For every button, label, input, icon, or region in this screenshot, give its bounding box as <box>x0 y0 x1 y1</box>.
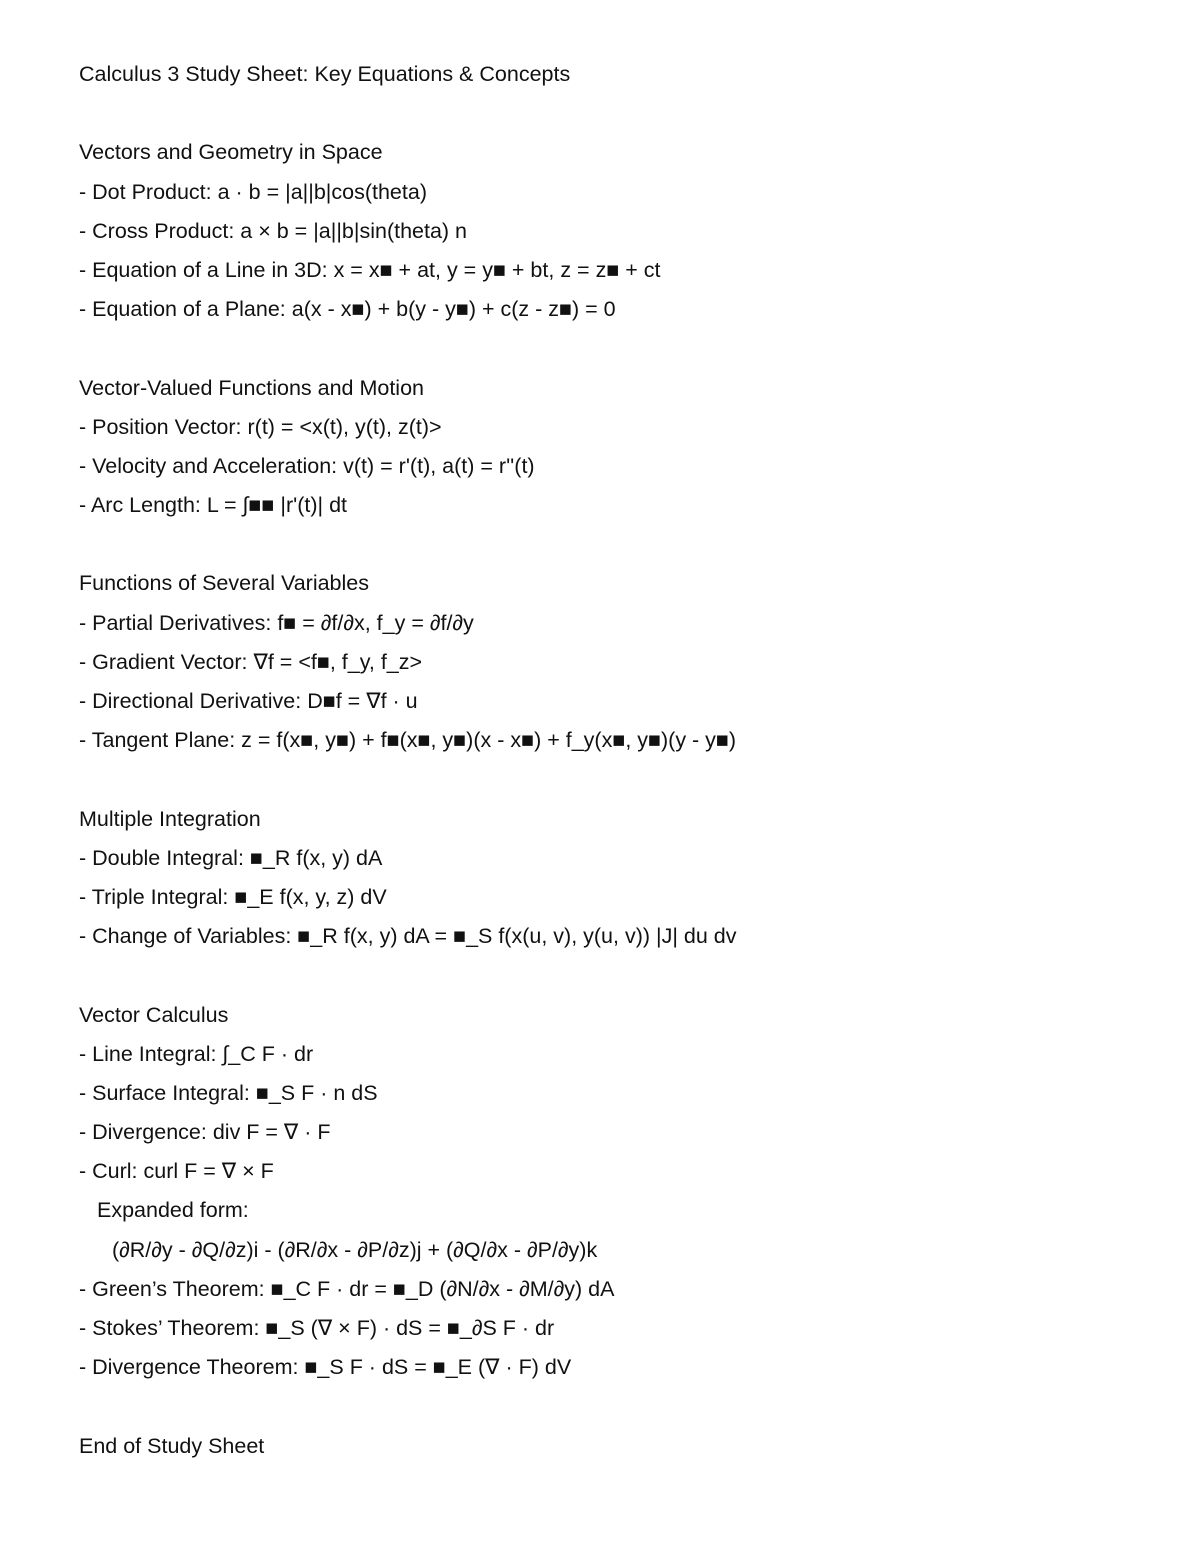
study-sheet-page <box>79 55 1159 1466</box>
list-item: - Equation of a Line in 3D: x = x■ + at, y = y■ + bt, z = z■ + ct <box>79 257 661 282</box>
section-several-variables <box>79 564 1159 760</box>
list-item: - Dot Product: a · b = |a||b|cos(theta) <box>79 179 427 204</box>
list-item: - Curl: curl F = ∇ × F <box>79 1159 274 1184</box>
page-title: Calculus 3 Study Sheet: Key Equations & Concepts <box>79 62 571 86</box>
list-item: - Surface Integral: ■_S F · n dS <box>79 1080 378 1105</box>
list-item: - Tangent Plane: z = f(x■, y■) + f■(x■, y■)(x - x■) + f_y(x■, y■)(y - y■) <box>79 728 737 753</box>
list-item: - Stokes’ Theorem: ■_S (∇ × F) · dS = ■_∂S F · dr <box>79 1316 555 1340</box>
footer-text: End of Study Sheet <box>79 1433 265 1458</box>
spacer <box>79 94 1159 133</box>
spacer <box>79 525 1159 564</box>
list-item: - Directional Derivative: D■f = ∇f · u <box>79 689 418 713</box>
spacer <box>79 956 1159 995</box>
list-item: - Position Vector: r(t) = <x(t), y(t), z(t)> <box>79 414 442 439</box>
spacer <box>79 329 1159 368</box>
expanded-form-label: Expanded form: <box>97 1198 249 1223</box>
section-multiple-integration <box>79 800 1159 957</box>
list-item: - Gradient Vector: ∇f = <f■, f_y, f_z> <box>79 649 423 674</box>
spacer <box>79 760 1159 799</box>
section-heading: Vectors and Geometry in Space <box>79 140 383 165</box>
list-item: - Partial Derivatives: f■ = ∂f/∂x, f_y = ∂f/∂y <box>79 610 474 635</box>
list-item: - Equation of a Plane: a(x - x■) + b(y - y■) + c(z - z■) = 0 <box>79 297 616 322</box>
spacer <box>79 1387 1159 1426</box>
section-heading: Vector-Valued Functions and Motion <box>79 375 424 400</box>
list-item: - Double Integral: ■_R f(x, y) dA <box>79 845 383 870</box>
section-heading: Functions of Several Variables <box>79 571 369 596</box>
list-item: - Velocity and Acceleration: v(t) = r'(t), a(t) = r''(t) <box>79 453 535 478</box>
section-vector-calculus <box>79 996 1159 1388</box>
list-item: - Divergence: div F = ∇ · F <box>79 1120 331 1145</box>
section-vectors-geometry <box>79 133 1159 329</box>
list-item: - Cross Product: a × b = |a||b|sin(theta) n <box>79 218 468 243</box>
list-item: - Green’s Theorem: ■_C F · dr = ■_D (∂N/∂x - ∂M/∂y) dA <box>79 1276 615 1301</box>
list-item: - Change of Variables: ■_R f(x, y) dA = ■_S f(x(u, v), y(u, v)) |J| du dv <box>79 924 737 949</box>
list-item: - Line Integral: ∫_C F · dr <box>79 1041 314 1066</box>
list-item: - Divergence Theorem: ■_S F · dS = ■_E (∇ · F) dV <box>79 1355 572 1380</box>
list-item: - Triple Integral: ■_E f(x, y, z) dV <box>79 884 387 909</box>
section-heading: Vector Calculus <box>79 1002 229 1027</box>
section-heading: Multiple Integration <box>79 806 261 831</box>
list-item: - Arc Length: L = ∫■■ |r'(t)| dt <box>79 493 348 518</box>
expanded-form-formula: (∂R/∂y - ∂Q/∂z)i - (∂R/∂x - ∂P/∂z)j + (∂Q/∂x - ∂P/∂y)k <box>112 1237 598 1262</box>
section-vector-valued-functions <box>79 369 1159 526</box>
